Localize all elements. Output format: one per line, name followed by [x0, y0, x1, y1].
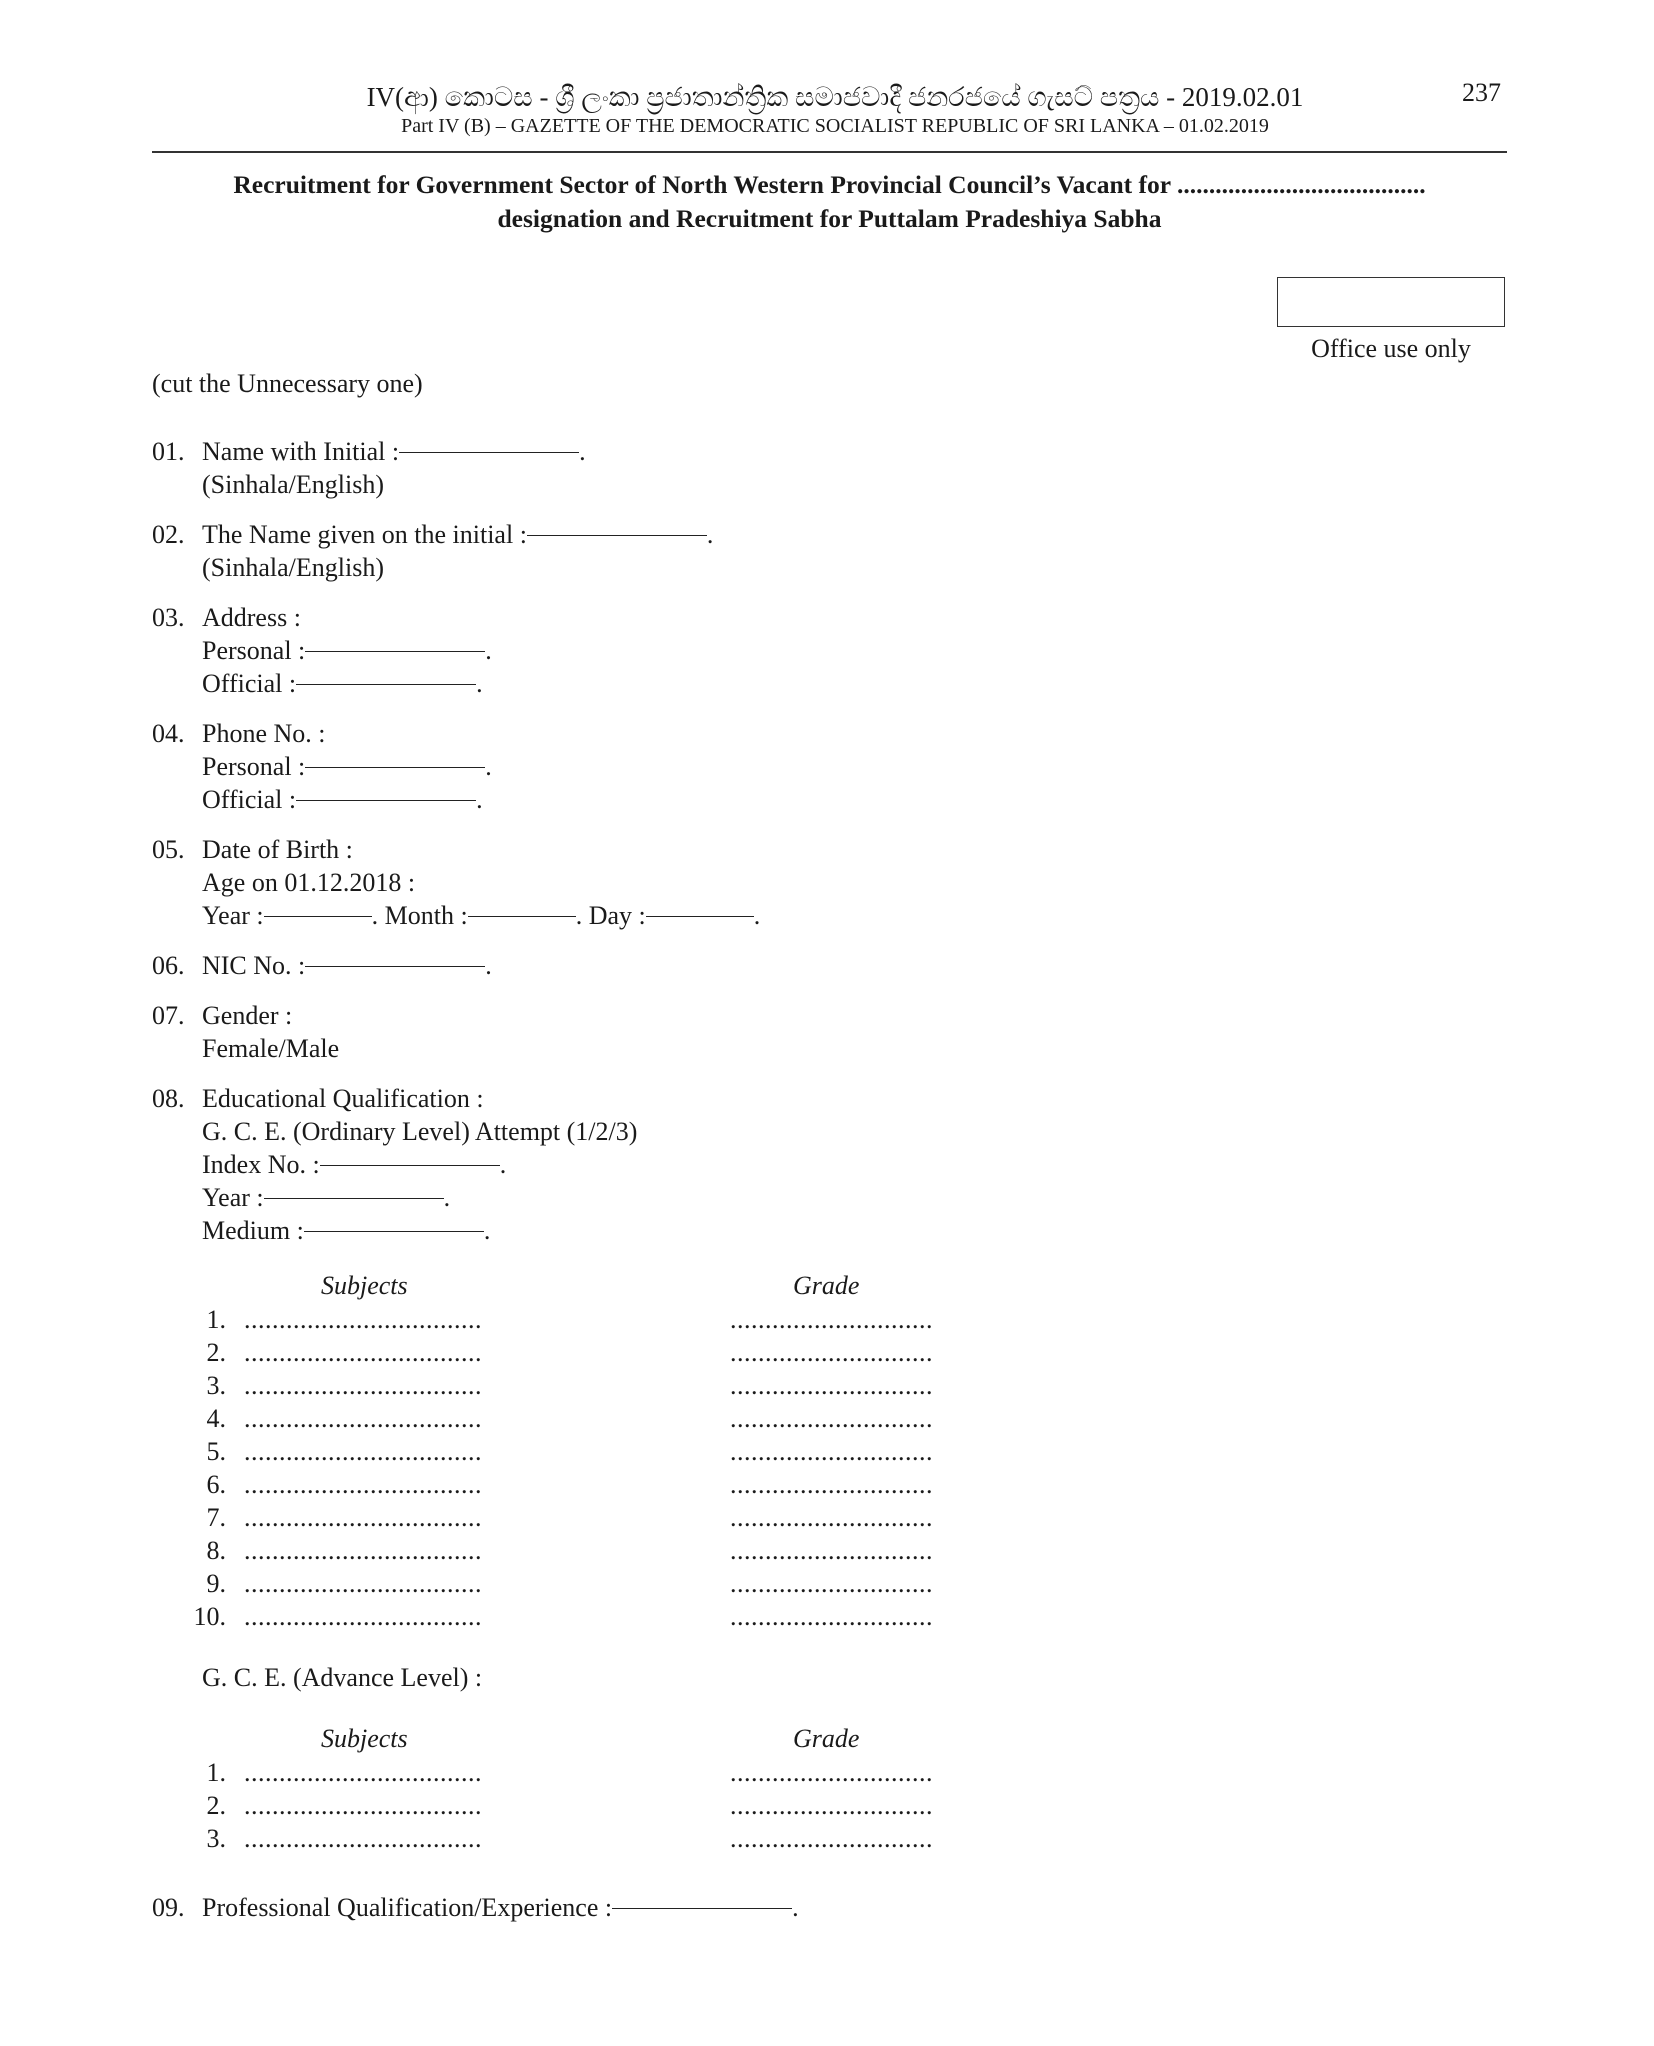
subject-row [152, 1756, 933, 1789]
row-number: 2. [206, 1338, 226, 1367]
grade-field[interactable]: ............................. [730, 1371, 933, 1400]
al-subjects-table [152, 1722, 933, 1855]
grade-field[interactable]: ............................. [730, 1470, 933, 1499]
period: . [499, 1150, 507, 1179]
ol-attempt-label: G. C. E. (Ordinary Level) Attempt (1/2/3) [202, 1117, 638, 1146]
phone-label: Phone No. : [202, 719, 326, 748]
name-given-field[interactable] [527, 535, 707, 536]
subjects-header: Subjects [321, 1271, 408, 1300]
subject-field[interactable]: .................................. [244, 1791, 482, 1820]
subject-field[interactable]: .................................. [244, 1470, 482, 1499]
period: . [575, 901, 583, 930]
period: . [476, 785, 483, 814]
gender-options[interactable]: Female/Male [202, 1034, 340, 1063]
gazette-header-english: Part IV (B) – GAZETTE OF THE DEMOCRATIC SOCIALIST REPUBLIC OF SRI LANKA – 01.02.2019 [401, 115, 1269, 137]
item-number: 04. [152, 719, 185, 748]
office-use-box [1277, 277, 1505, 327]
row-number: 3. [206, 1824, 226, 1853]
personal-phone-field[interactable] [305, 767, 485, 768]
subject-field[interactable]: .................................. [244, 1824, 482, 1853]
subject-row [152, 1336, 933, 1369]
period: . [706, 520, 714, 549]
item-number: 08. [152, 1084, 185, 1113]
period: . [579, 437, 586, 466]
grade-header: Grade [793, 1724, 860, 1753]
year-label: Year : [202, 901, 264, 930]
subject-field[interactable]: .................................. [244, 1602, 482, 1631]
day-label: Day : [588, 901, 646, 930]
subjects-header: Subjects [321, 1724, 408, 1753]
personal-address-field[interactable] [305, 651, 485, 652]
month-label: Month : [384, 901, 468, 930]
period: . [371, 901, 379, 930]
name-with-initial-field[interactable] [399, 452, 579, 453]
item-number: 06. [152, 951, 185, 980]
address-label: Address : [202, 603, 301, 632]
item-educational-qualification [152, 1082, 799, 1247]
item-number: 03. [152, 603, 185, 632]
period: . [485, 636, 492, 665]
row-number: 1. [206, 1758, 226, 1787]
page-number: 237 [1462, 78, 1501, 107]
grade-field[interactable]: ............................. [730, 1569, 933, 1598]
application-form [152, 435, 933, 1941]
subject-field[interactable]: .................................. [244, 1404, 482, 1433]
grade-field[interactable]: ............................. [730, 1536, 933, 1565]
row-number: 9. [206, 1569, 226, 1598]
personal-phone-label: Personal : [202, 752, 306, 781]
row-number: 7. [206, 1503, 226, 1532]
ol-year-field[interactable] [264, 1198, 444, 1199]
form-title [152, 168, 1507, 236]
name-with-initial-label: Name with Initial : [202, 437, 400, 466]
professional-qualification-label: Professional Qualification/Experience : [202, 1893, 613, 1922]
ol-year-label: Year : [202, 1183, 264, 1212]
subject-row [152, 1303, 933, 1336]
subjects-table-header [152, 1722, 860, 1756]
language-note: (Sinhala/English) [202, 553, 384, 582]
subject-row [152, 1468, 933, 1501]
official-address-field[interactable] [296, 684, 476, 685]
item-number: 05. [152, 835, 185, 864]
item-professional-qualification [152, 1891, 799, 1924]
item-number: 02. [152, 520, 185, 549]
row-number: 8. [206, 1536, 226, 1565]
grade-field[interactable]: ............................. [730, 1824, 933, 1853]
age-month-field[interactable] [468, 916, 576, 917]
period: . [753, 901, 761, 930]
subject-row [152, 1822, 933, 1855]
item-date-of-birth [152, 833, 799, 932]
row-number: 4. [206, 1404, 226, 1433]
row-number: 1. [206, 1305, 226, 1334]
grade-field[interactable]: ............................. [730, 1503, 933, 1532]
subject-row [152, 1501, 933, 1534]
cut-note: (cut the Unnecessary one) [152, 369, 423, 398]
row-number: 3. [206, 1371, 226, 1400]
item-number: 01. [152, 437, 185, 466]
grade-field[interactable]: ............................. [730, 1437, 933, 1466]
item-address [152, 601, 799, 700]
grade-field[interactable]: ............................. [730, 1602, 933, 1631]
period: . [476, 669, 483, 698]
professional-qualification-field[interactable] [612, 1908, 792, 1909]
row-number: 10. [193, 1602, 226, 1631]
index-no-label: Index No. : [202, 1150, 320, 1179]
subject-row [152, 1600, 933, 1633]
office-use-label: Office use only [1311, 334, 1471, 363]
name-given-label: The Name given on the initial : [202, 520, 527, 549]
header-rule [152, 151, 1507, 153]
grade-field[interactable]: ............................. [730, 1758, 933, 1787]
period: . [443, 1183, 451, 1212]
subject-field[interactable]: .................................. [244, 1437, 482, 1466]
index-no-field[interactable] [320, 1165, 500, 1166]
age-day-field[interactable] [646, 916, 754, 917]
row-number: 5. [206, 1437, 226, 1466]
item-number: 09. [152, 1893, 185, 1922]
row-number: 6. [206, 1470, 226, 1499]
official-address-label: Official : [202, 669, 297, 698]
subject-field[interactable]: .................................. [244, 1371, 482, 1400]
item-nic [152, 949, 799, 982]
subject-field[interactable]: .................................. [244, 1536, 482, 1565]
grade-field[interactable]: ............................. [730, 1791, 933, 1820]
date-of-birth-label: Date of Birth : [202, 835, 353, 864]
al-subject-rows [152, 1756, 933, 1855]
subject-field[interactable]: .................................. [244, 1338, 482, 1367]
subject-row [152, 1567, 933, 1600]
education-label: Educational Qualification : [202, 1084, 484, 1113]
period: . [792, 1893, 799, 1922]
form-title-line2: designation and Recruitment for Puttalam Pradeshiya Sabha [497, 204, 1162, 233]
language-note: (Sinhala/English) [202, 470, 384, 499]
nic-label: NIC No. : [202, 951, 306, 980]
medium-field[interactable] [304, 1231, 484, 1232]
age-label: Age on 01.12.2018 : [202, 868, 416, 897]
grade-field[interactable]: ............................. [730, 1305, 933, 1334]
grade-field[interactable]: ............................. [730, 1404, 933, 1433]
item-name-with-initial [152, 435, 799, 501]
row-number: 2. [206, 1791, 226, 1820]
subjects-table-header [152, 1269, 860, 1303]
subject-field[interactable]: .................................. [244, 1569, 482, 1598]
grade-field[interactable]: ............................. [730, 1338, 933, 1367]
item-phone [152, 717, 799, 816]
item-name-given-on-initial [152, 518, 799, 584]
period: . [485, 752, 492, 781]
subject-row [152, 1534, 933, 1567]
subject-row [152, 1402, 933, 1435]
item-al-heading [152, 1661, 799, 1694]
gazette-header-sinhala: IV(ආ) කොටස - ශ්‍රී ලංකා ප්‍රජාතාන්ත්‍රික සමාජවාදී ජනරජයේ ගැසට් පත්‍රය - 2019.02.01 [366, 82, 1304, 112]
subject-row [152, 1369, 933, 1402]
official-phone-field[interactable] [296, 800, 476, 801]
gender-label: Gender : [202, 1001, 293, 1030]
nic-field[interactable] [305, 966, 485, 967]
personal-address-label: Personal : [202, 636, 306, 665]
subject-field[interactable]: .................................. [244, 1305, 482, 1334]
official-phone-label: Official : [202, 785, 297, 814]
medium-label: Medium : [202, 1216, 304, 1245]
age-year-field[interactable] [264, 916, 372, 917]
grade-header: Grade [793, 1271, 860, 1300]
subject-field[interactable]: .................................. [244, 1503, 482, 1532]
ol-subjects-table [152, 1269, 933, 1633]
form-title-line1: Recruitment for Government Sector of North Western Provincial Council’s Vacant for ....................................... [233, 170, 1426, 199]
item-gender [152, 999, 799, 1065]
subject-row [152, 1435, 933, 1468]
period: . [483, 1216, 491, 1245]
subject-field[interactable]: .................................. [244, 1758, 482, 1787]
period: . [485, 951, 492, 980]
al-label: G. C. E. (Advance Level) : [202, 1663, 483, 1692]
subject-row [152, 1789, 933, 1822]
ol-subject-rows [152, 1303, 933, 1633]
item-number: 07. [152, 1001, 185, 1030]
